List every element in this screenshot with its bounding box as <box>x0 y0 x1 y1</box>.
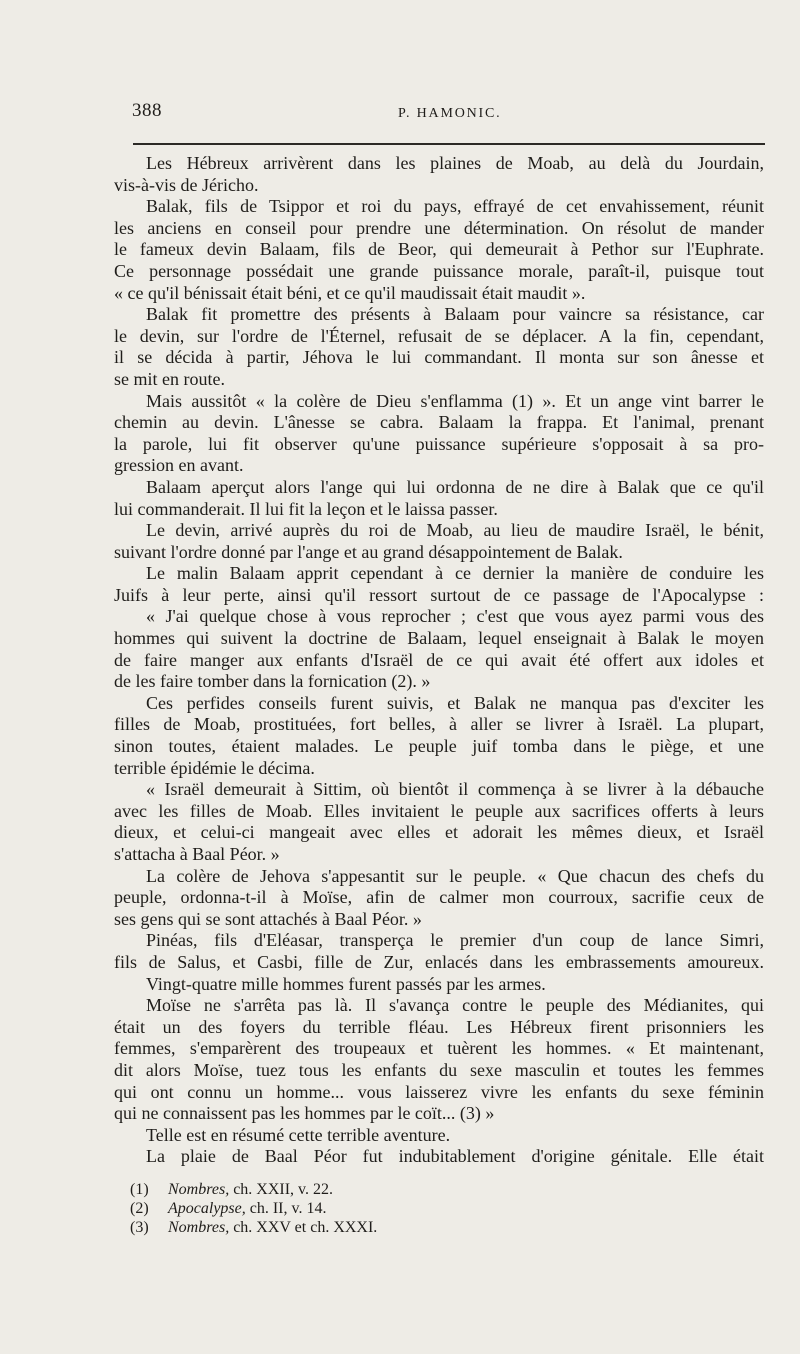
text-line: qui ne connaissent pas les hommes par le coït... (3) » <box>114 1103 495 1124</box>
text-line: dit alors Moïse, tuez tous les enfants du sexe masculin et toutes les femmes <box>114 1059 764 1080</box>
text-line: « ce qu'il bénissait était béni, et ce qu'il maudissait était maudit ». <box>114 282 586 303</box>
text-line: hommes qui suivent la doctrine de Balaam, lequel enseignait à Balak le moyen <box>114 628 764 649</box>
text-line: chemin au devin. L'ânesse se cabra. Balaam la frappa. Et l'animal, prenant <box>114 412 764 433</box>
text-line: dieux, et celui-ci mangeait avec elles et adorait les mêmes dieux, et Israël <box>114 822 764 843</box>
footnote <box>130 1180 730 1199</box>
text-line: Mais aussitôt « la colère de Dieu s'enflamma (1) ». Et un ange vint barrer le <box>146 390 764 411</box>
text-line: gression en avant. <box>114 455 244 476</box>
text-line: Balaam aperçut alors l'ange qui lui ordonna de ne dire à Balak que ce qu'il <box>146 476 764 497</box>
text-line: s'attacha à Baal Péor. » <box>114 844 280 864</box>
text-line: Moïse ne s'arrêta pas là. Il s'avança contre le peuple des Médianites, qui <box>146 995 764 1016</box>
text-line: Ce personnage possédait une grande puissance morale, paraît-il, puisque tout <box>114 260 764 281</box>
text-line: femmes, s'emparèrent des troupeaux et tuèrent les hommes. « Et maintenant, <box>114 1038 764 1059</box>
text-line: « Israël demeurait à Sittim, où bientôt il commença à se livrer à la débauche <box>146 779 764 800</box>
footnotes <box>130 1180 730 1237</box>
text-line: les anciens en conseil pour prendre une détermination. On résolut de mander <box>114 217 764 238</box>
text-line: Le malin Balaam apprit cependant à ce dernier la manière de conduire les <box>146 563 764 584</box>
footnote-reference: ch. XXII, v. 22. <box>229 1181 334 1198</box>
text-line: Balak, fils de Tsippor et roi du pays, effrayé de cet envahissement, réunit <box>146 196 764 217</box>
text-line: le devin, sur l'ordre de l'Éternel, refusait de se déplacer. A la fin, cependant, <box>114 325 764 346</box>
text-line: terrible épidémie le décima. <box>114 757 315 778</box>
footnote-number: (2) <box>130 1200 149 1217</box>
header-rule <box>133 143 765 145</box>
running-head: P. HAMONIC. <box>398 106 502 121</box>
text-line: lui commanderait. Il lui fit la leçon et le laissa passer. <box>114 498 498 519</box>
text-line: il se décida à partir, Jéhova le lui commandant. Il monta sur son ânesse et <box>114 347 764 368</box>
text-line: le fameux devin Balaam, fils de Beor, qui demeurait à Pethor sur l'Euphrate. <box>114 239 764 260</box>
footnote-source-title: Apocalypse, <box>168 1200 246 1217</box>
text-line: avec les filles de Moab. Elles invitaient le peuple aux sacrifices offerts à leurs <box>114 800 764 821</box>
text-line: de faire manger aux enfants d'Israël de ce qui avait été offert aux idoles et <box>114 649 764 670</box>
text-line: qui ont connu un homme... vous laisserez vivre les enfants du sexe féminin <box>114 1081 764 1102</box>
text-line: Le devin, arrivé auprès du roi de Moab, au lieu de maudire Israël, le bénit, <box>146 520 764 541</box>
text-line: de les faire tomber dans la fornication (2). » <box>114 671 431 692</box>
text-line: Telle est en résumé cette terrible aventure. <box>146 1124 451 1145</box>
text-line: la parole, lui fit observer qu'une puissance supérieure s'opposait à sa pro- <box>114 433 764 454</box>
page-header <box>0 100 800 130</box>
text-line: peuple, ordonna-t-il à Moïse, afin de calmer mon courroux, sacrifie ceux de <box>114 887 764 908</box>
footnote-source-title: Nombres, <box>168 1219 230 1236</box>
text-line: vis-à-vis de Jéricho. <box>114 174 259 195</box>
body-text <box>114 153 764 1168</box>
footnote <box>130 1199 730 1218</box>
text-line: « J'ai quelque chose à vous reprocher ; c'est que vous ayez parmi vous des <box>146 606 764 627</box>
text-line: Balak fit promettre des présents à Balaam pour vaincre sa résistance, car <box>146 304 764 325</box>
text-line: sinon toutes, étaient malades. Le peuple juif tomba dans le piège, et une <box>114 736 764 757</box>
text-line: était un des foyers du terrible fléau. Les Hébreux firent prisonniers les <box>114 1016 764 1037</box>
text-line: suivant l'ordre donné par l'ange et au grand désappointement de Balak. <box>114 541 623 562</box>
footnote-number: (1) <box>130 1181 149 1198</box>
text-line: Ces perfides conseils furent suivis, et Balak ne manqua pas d'exciter les <box>146 692 764 713</box>
text-line: se mit en route. <box>114 368 225 389</box>
page-number: 388 <box>132 100 162 121</box>
text-line: Les Hébreux arrivèrent dans les plaines de Moab, au delà du Jourdain, <box>146 153 764 173</box>
footnote-source-title: Nombres, <box>168 1181 230 1198</box>
text-line: Pinéas, fils d'Eléasar, transperça le premier d'un coup de lance Simri, <box>146 930 764 951</box>
text-line: fils de Salus, et Casbi, fille de Zur, enlacés dans les embrassements amoureux. <box>114 951 764 972</box>
footnote <box>130 1218 730 1237</box>
text-line: filles de Moab, prostituées, fort belles, à aller se livrer à Israël. La plupart, <box>114 714 764 735</box>
footnote-reference: ch. II, v. 14. <box>245 1200 327 1217</box>
text-line: La colère de Jehova s'appesantit sur le peuple. « Que chacun des chefs du <box>146 865 764 886</box>
text-line: Vingt-quatre mille hommes furent passés par les armes. <box>146 973 546 994</box>
text-line: La plaie de Baal Péor fut indubitablement d'origine génitale. Elle était <box>146 1146 764 1167</box>
text-line: ses gens qui se sont attachés à Baal Péor. » <box>114 908 422 929</box>
footnote-number: (3) <box>130 1219 149 1236</box>
text-line: Juifs à leur perte, ainsi qu'il ressort surtout de ce passage de l'Apocalypse : <box>114 584 764 605</box>
footnote-reference: ch. XXV et ch. XXXI. <box>229 1219 378 1236</box>
